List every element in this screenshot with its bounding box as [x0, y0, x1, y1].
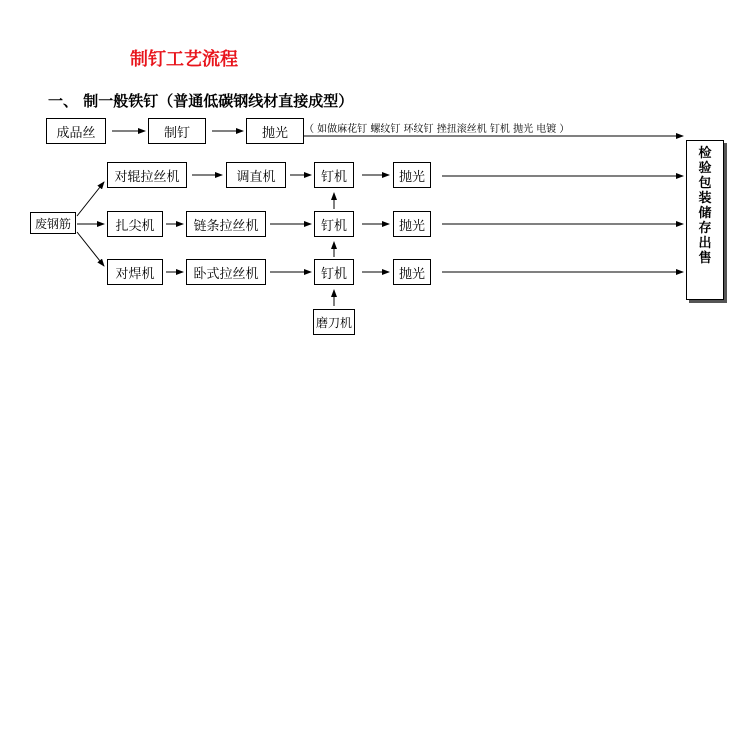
diagram-title: 制钉工艺流程: [130, 49, 238, 70]
box-horizontal-drawer: 卧式拉丝机: [186, 259, 266, 285]
box-butt-welder: 对焊机: [107, 259, 163, 285]
box-polish-1: 抛光: [246, 118, 304, 144]
box-straightener: 调直机: [226, 162, 286, 188]
box-polish-2: 抛光: [393, 162, 431, 188]
arrow-source-to-row2: [77, 182, 104, 216]
final-label: 检验包装储存出售: [698, 146, 712, 266]
arrow-source-to-row4: [77, 232, 104, 266]
box-polish-4: 抛光: [393, 259, 431, 285]
box-chain-drawer: 链条拉丝机: [186, 211, 266, 237]
row1-note: （ 如做麻花钉 螺纹钉 环纹钉 挫扭滚丝机 钉机 抛光 电镀 ）: [304, 124, 570, 135]
box-roller-drawer: 对辊拉丝机: [107, 162, 187, 188]
box-grinder: 磨刀机: [313, 309, 355, 335]
box-nail-machine-2: 钉机: [314, 162, 354, 188]
box-nail-making: 制钉: [148, 118, 206, 144]
box-polish-3: 抛光: [393, 211, 431, 237]
box-nail-machine-4: 钉机: [314, 259, 354, 285]
box-finished-wire: 成品丝: [46, 118, 106, 144]
box-nail-machine-3: 钉机: [314, 211, 354, 237]
box-scrap-rebar: 废钢筋: [30, 212, 76, 234]
box-pointing-machine: 扎尖机: [107, 211, 163, 237]
section-heading: 一、 制一般铁钉（普通低碳钢线材直接成型）: [48, 92, 354, 110]
